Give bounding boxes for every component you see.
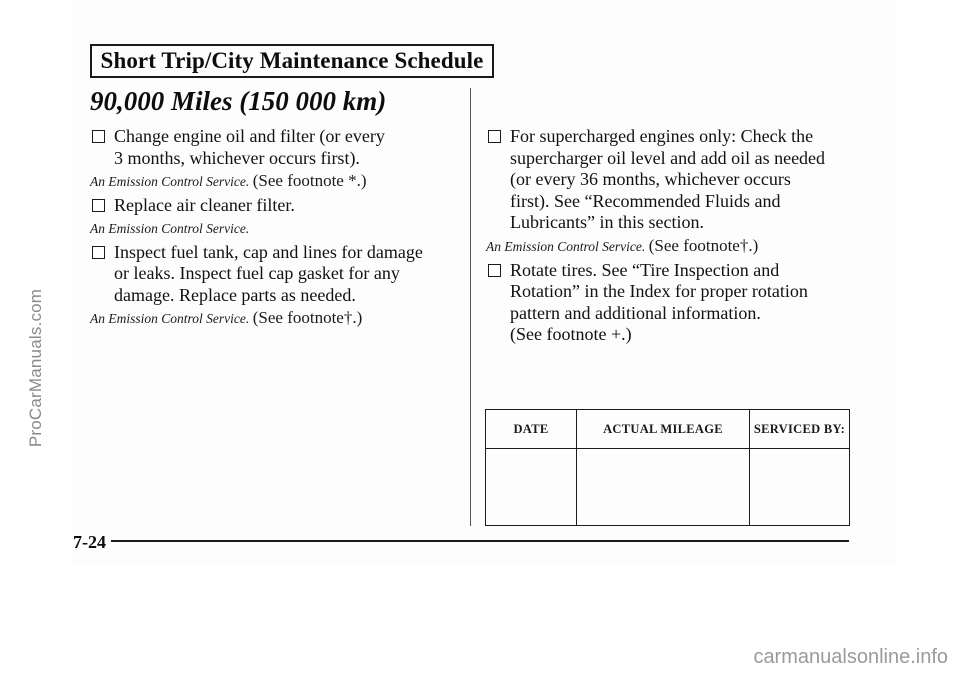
emission-label: An Emission Control Service. — [90, 220, 250, 236]
item-line: 3 months, whichever occurs first). — [114, 147, 360, 168]
item-line: supercharger oil level and add oil as needed — [510, 147, 826, 168]
item-line: Rotate tires. See “Tire Inspection and — [510, 259, 780, 280]
emission-note — [486, 236, 866, 258]
item-line: (or every 36 months, whichever occurs — [510, 169, 791, 189]
item-line: For supercharged engines only: Check the — [510, 126, 814, 146]
item-line: Change engine oil and filter (or every — [114, 126, 385, 146]
table-header-row — [486, 410, 850, 449]
emission-note — [90, 219, 460, 240]
checklist-item-oil-change — [90, 126, 460, 169]
left-column — [90, 126, 460, 332]
item-text — [510, 260, 866, 346]
right-column — [486, 126, 866, 348]
footer-rule — [111, 540, 849, 542]
emission-label: An Emission Control Service. — [90, 311, 250, 326]
schedule-header-box — [90, 44, 494, 78]
item-line: Rotation” in the Index for proper rotation — [510, 281, 808, 301]
date-cell[interactable] — [486, 449, 577, 526]
column-divider — [470, 88, 471, 526]
serviced-by-cell[interactable] — [750, 449, 850, 526]
service-record-table — [485, 409, 850, 526]
column-header-serviced-by: SERVICED BY: — [750, 410, 850, 449]
checklist-item-supercharger — [486, 126, 866, 234]
item-text — [114, 242, 460, 307]
checklist-item-air-filter — [90, 195, 460, 217]
item-line: pattern and additional information. — [510, 302, 761, 323]
item-text — [114, 126, 460, 169]
footnote-ref: (See footnote *.) — [252, 171, 367, 190]
page-number: 7-24 — [73, 532, 106, 552]
checkbox-icon[interactable] — [92, 246, 105, 259]
checkbox-icon[interactable] — [488, 264, 501, 277]
schedule-header-title: Short Trip/City Maintenance Schedule — [100, 48, 484, 73]
item-line: first). See “Recommended Fluids and — [510, 190, 781, 211]
footnote-ref: (See footnote†.) — [648, 235, 759, 255]
column-header-date: DATE — [486, 410, 577, 449]
column-header-mileage: ACTUAL MILEAGE — [577, 410, 750, 449]
checklist-item-rotate-tires — [486, 260, 866, 346]
footnote-ref: (See footnote†.) — [252, 308, 363, 327]
mileage-cell[interactable] — [577, 449, 750, 526]
item-line: damage. Replace parts as needed. — [114, 284, 356, 305]
item-text — [510, 126, 866, 234]
item-line: Lubricants” in this section. — [510, 212, 704, 232]
table-row — [486, 449, 850, 526]
checklist-item-fuel-tank — [90, 242, 460, 307]
checkbox-icon[interactable] — [92, 130, 105, 143]
emission-note — [90, 308, 460, 330]
item-text — [114, 195, 460, 217]
emission-label: An Emission Control Service. — [90, 174, 250, 189]
checkbox-icon[interactable] — [92, 199, 105, 212]
item-line: (See footnote +.) — [510, 324, 632, 344]
side-watermark: ProCarManuals.com — [26, 288, 45, 448]
checkbox-icon[interactable] — [488, 130, 501, 143]
item-line: or leaks. Inspect fuel cap gasket for any — [114, 263, 400, 283]
emission-label: An Emission Control Service. — [486, 238, 646, 254]
item-line: Replace air cleaner filter. — [114, 195, 295, 215]
section-title: 90,000 Miles (150 000 km) — [90, 86, 387, 116]
bottom-watermark: carmanualsonline.info — [753, 646, 948, 668]
item-line: Inspect fuel tank, cap and lines for damage — [114, 241, 423, 262]
emission-note — [90, 171, 460, 193]
